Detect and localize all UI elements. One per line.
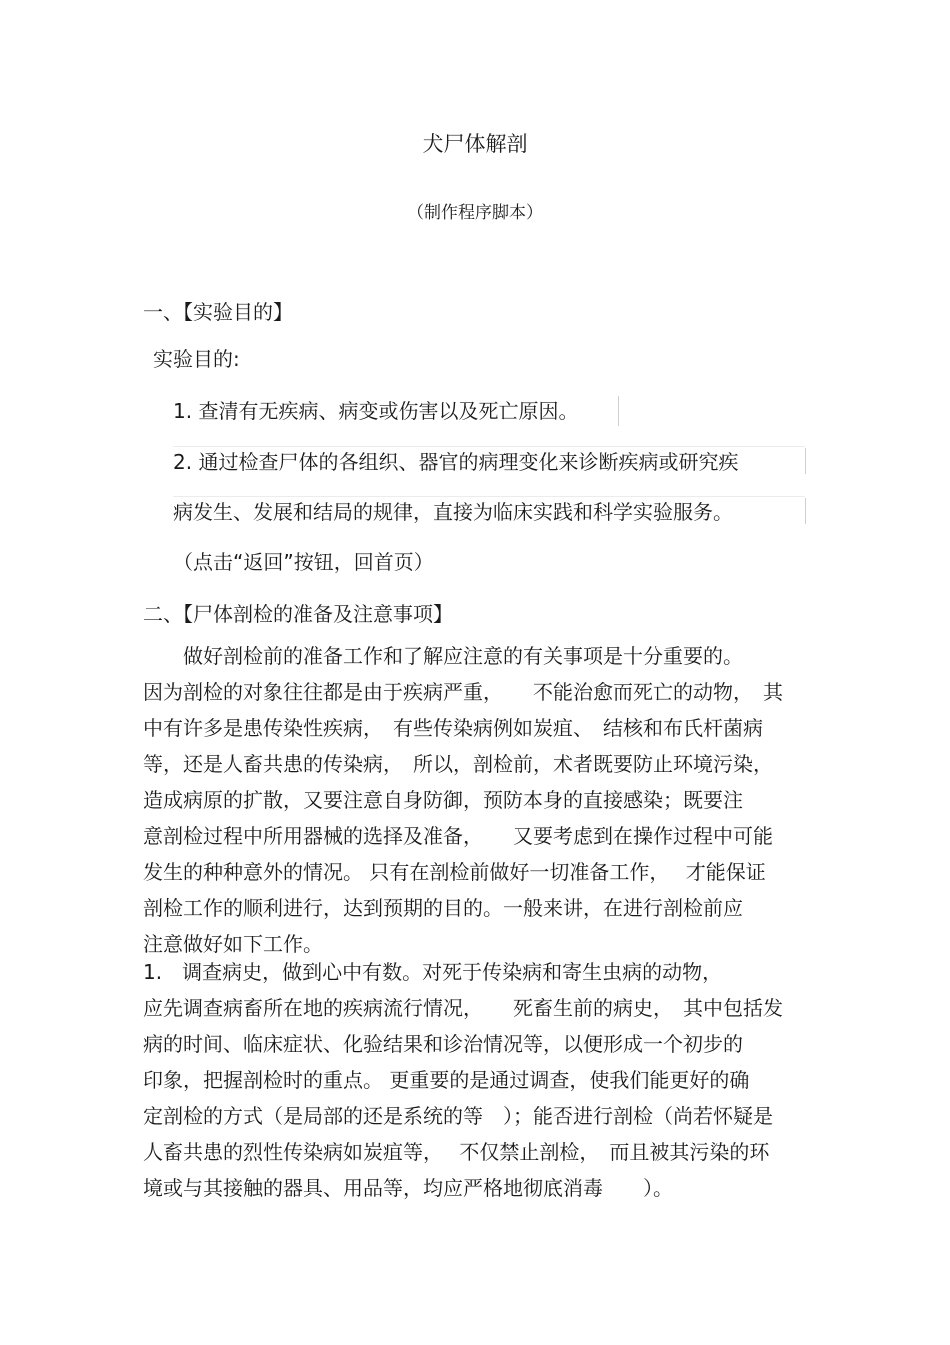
purpose-item-1: 1. 查清有无疾病、病变或伤害以及死亡原因。: [173, 399, 579, 423]
paragraph-line: 造成病原的扩散，又要注意自身防御，预防本身的直接感染；既要注: [143, 788, 743, 812]
paragraph-line: 做好剖检前的准备工作和了解应注意的有关事项是十分重要的。: [143, 644, 743, 668]
paragraph-line: 因为剖检的对象往往都是由于疾病严重， 不能治愈而死亡的动物， 其: [143, 680, 783, 704]
purpose-item-2-line-2: 病发生、发展和结局的规律，直接为临床实践和科学实验服务。: [173, 500, 733, 524]
preparation-paragraph: [143, 638, 813, 962]
history-investigation-paragraph: [143, 954, 813, 1206]
document-title: 犬尸体解剖: [422, 132, 528, 156]
paragraph-line: 发生的种种意外的情况。 只有在剖检前做好一切准备工作， 才能保证: [143, 860, 766, 884]
section-heading-purpose: 一、【实验目的】: [143, 300, 293, 324]
paragraph-line: 病的时间、临床症状、化验结果和诊治情况等，以便形成一个初步的: [143, 1032, 743, 1056]
back-home-note: （点击“返回”按钮，回首页）: [173, 550, 434, 574]
paragraph-line: 注意做好如下工作。: [143, 932, 323, 956]
paragraph-line: 剖检工作的顺利进行，达到预期的目的。一般来讲，在进行剖检前应: [143, 896, 743, 920]
paragraph-line: 定剖检的方式（是局部的还是系统的等 ）；能否进行剖检（尚若怀疑是: [143, 1104, 773, 1128]
text-box-border: [805, 498, 806, 524]
paragraph-line: 1. 调查病史，做到心中有数。对死于传染病和寄生虫病的动物，: [143, 960, 723, 984]
text-box-border: [618, 396, 619, 426]
paragraph-line: 应先调查病畜所在地的疾病流行情况， 死畜生前的病史， 其中包括发: [143, 996, 783, 1020]
document-subtitle: （制作程序脚本）: [407, 203, 543, 223]
paragraph-line: 中有许多是患传染性疾病， 有些传染病例如炭疽、 结核和布氏杆菌病: [143, 716, 763, 740]
paragraph-line: 人畜共患的烈性传染病如炭疽等， 不仅禁止剖检， 而且被其污染的环: [143, 1140, 770, 1164]
purpose-item-2-line-1: 2. 通过检查尸体的各组织、器官的病理变化来诊断疾病或研究疾: [173, 450, 739, 474]
text-box-border: [805, 448, 806, 474]
paragraph-line: 境或与其接触的器具、用品等，均应严格地彻底消毒 ）。: [143, 1176, 673, 1200]
paragraph-line: 意剖检过程中所用器械的选择及准备， 又要考虑到在操作过程中可能: [143, 824, 773, 848]
section-heading-preparation: 二、【尸体剖检的准备及注意事项】: [143, 602, 453, 626]
paragraph-line: 等，还是人畜共患的传染病， 所以，剖检前，术者既要防止环境污染，: [143, 752, 773, 776]
purpose-label: 实验目的:: [153, 347, 240, 371]
paragraph-line: 印象，把握剖检时的重点。 更重要的是通过调查，使我们能更好的确: [143, 1068, 750, 1092]
